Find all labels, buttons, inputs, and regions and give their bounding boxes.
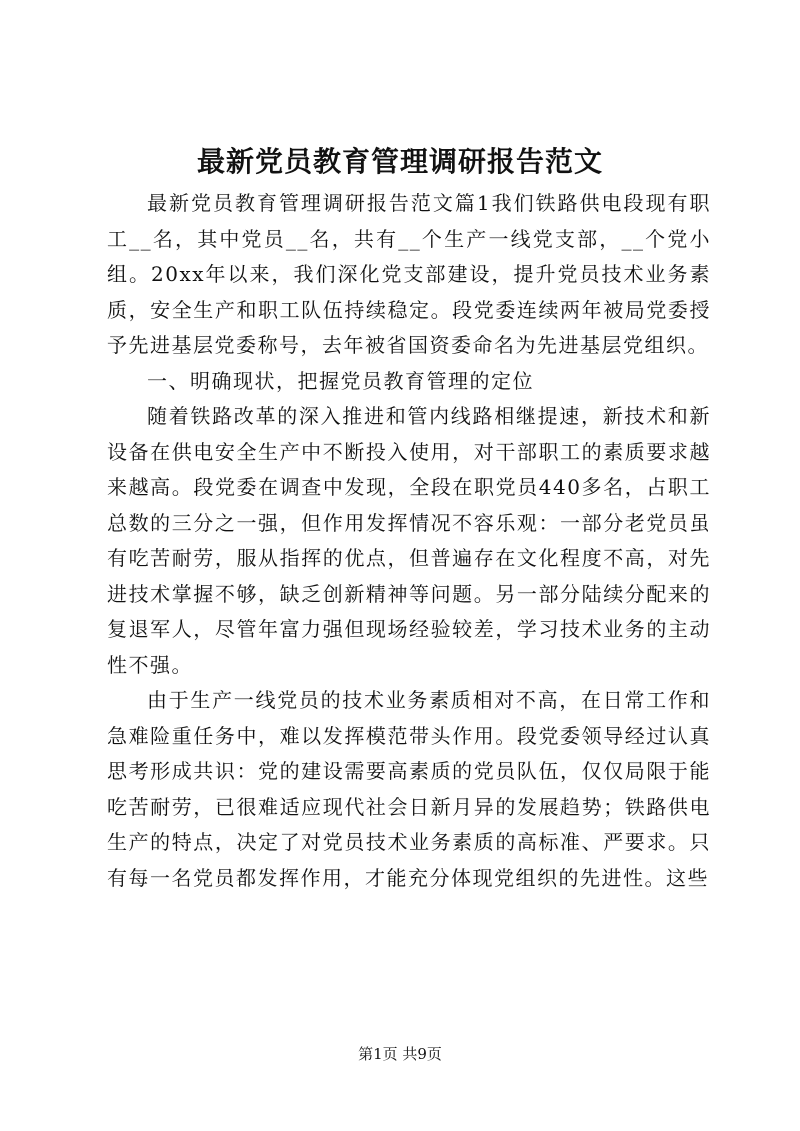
- paragraph-3: 由于生产一线党员的技术业务素质相对不高，在日常工作和急难险重任务中，难以发挥模范带头作用。段党委领导经过认真思考形成共识：党的建设需要高素质的党员队伍，仅仅局限于能吃苦耐劳，已很难适应现代社会日新月异的发展趋势；铁路供电生产的特点，决定了对党员技术业务素质的高标准、严要求。只有每一名党员都发挥作用，才能充分体现党组织的先进性。这些: [107, 688, 711, 890]
- document-body: [107, 186, 711, 896]
- paragraph-2: 随着铁路改革的深入推进和管内线路相继提速，新技术和新设备在供电安全生产中不断投入使用，对干部职工的素质要求越来越高。段党委在调查中发现，全段在职党员440多名，占职工总数的三分之一强，但作用发挥情况不容乐观：一部分老党员虽有吃苦耐劳，服从指挥的优点，但普遍存在文化程度不高，对先进技术掌握不够，缺乏创新精神等问题。另一部分陆续分配来的复退军人，尽管年富力强但现场经验较差，学习技术业务的主动性不强。: [107, 404, 711, 677]
- paragraph-1: 最新党员教育管理调研报告范文篇1我们铁路供电段现有职工__名，其中党员__名，共有__个生产一线党支部，__个党小组。20xx年以来，我们深化党支部建设，提升党员技术业务素质，安全生产和职工队伍持续稳定。段党委连续两年被局党委授予先进基层党委称号，去年被省国资委命名为先进基层党组织。: [107, 191, 711, 357]
- document-title: 最新党员教育管理调研报告范文: [196, 145, 603, 178]
- page-number-footer: 第1页 共9页: [358, 1045, 442, 1063]
- section-heading: 一、明确现状，把握党员教育管理的定位: [147, 368, 534, 393]
